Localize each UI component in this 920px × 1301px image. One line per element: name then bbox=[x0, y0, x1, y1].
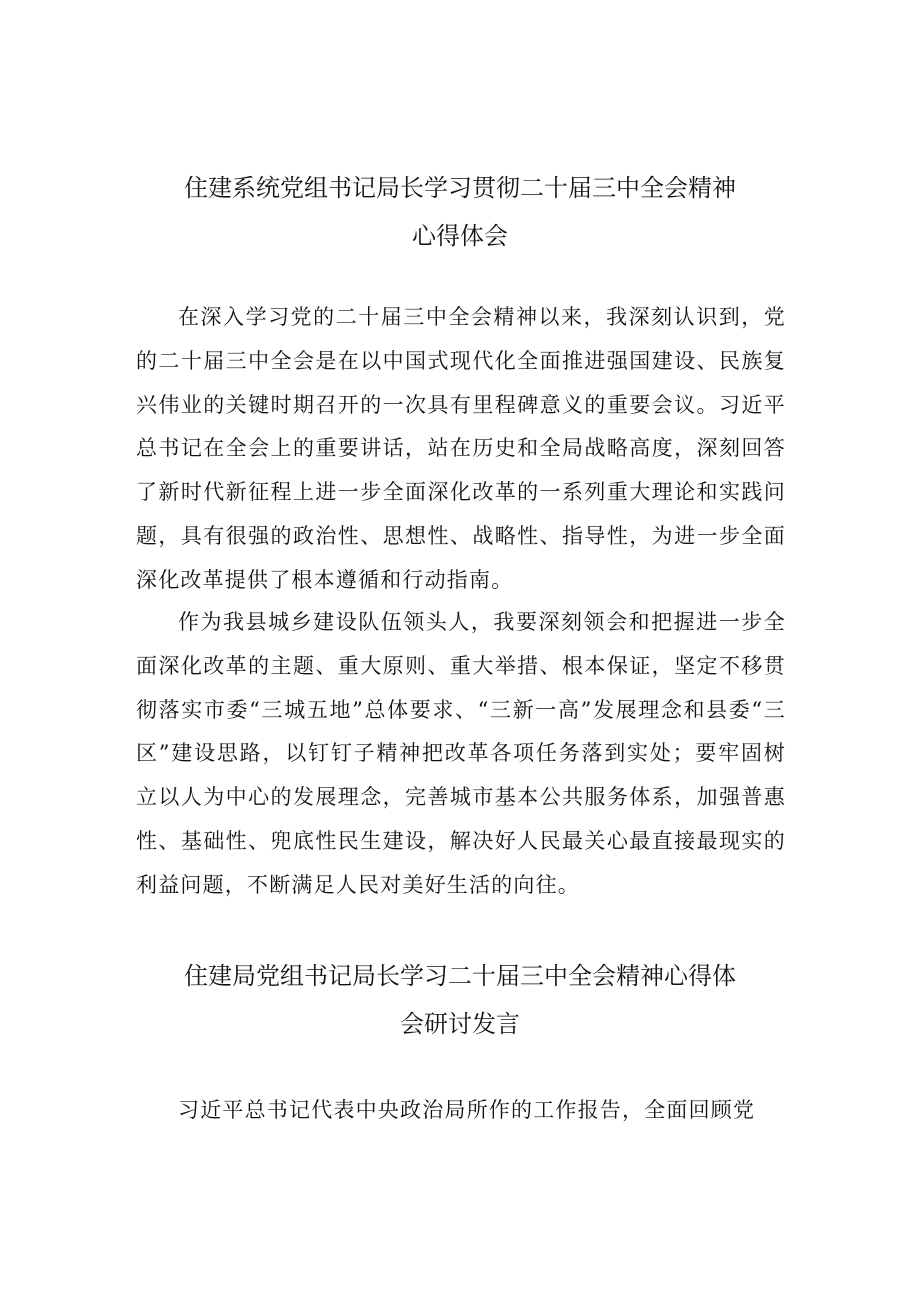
section-title-line: 会研讨发言 bbox=[400, 1010, 520, 1038]
section-title bbox=[120, 164, 800, 260]
section-title bbox=[120, 952, 800, 1048]
body-paragraph: 在深入学习党的二十届三中全会精神以来，我深刻认识到，党的二十届三中全会是在以中国式现代化全面推进强国建设、民族复兴伟业的关键时期召开的一次具有里程碑意义的重要会议。习近平总书记在全会上的重要讲话，站在历史和全局战略高度，深刻回答了新时代新征程上进一步全面深化改革的一系列重大理论和实践问题，具有很强的政治性、思想性、战略性、指导性，为进一步全面深化改革提供了根本遵循和行动指南。 bbox=[136, 305, 786, 592]
body-paragraph: 作为我县城乡建设队伍领头人，我要深刻领会和把握进一步全面深化改革的主题、重大原则、重大举措、根本保证，坚定不移贯彻落实市委“三城五地”总体要求、“三新一高”发展理念和县委“三区”建设思路，以钉钉子精神把改革各项任务落到实处；要牢固树立以人为中心的发展理念，完善城市基本公共服务体系，加强普惠性、基础性、兜底性民生建设，解决好人民最关心最直接最现实的利益问题，不断满足人民对美好生活的向往。 bbox=[136, 610, 786, 897]
body-paragraph: 习近平总书记代表中央政治局所作的工作报告，全面回顾党 bbox=[178, 1098, 756, 1122]
section-title-line: 住建局党组书记局长学习二十届三中全会精神心得体 bbox=[184, 962, 736, 990]
section-title-line: 心得体会 bbox=[412, 222, 508, 250]
section-title-line: 住建系统党组书记局长学习贯彻二十届三中全会精神 bbox=[184, 174, 736, 202]
